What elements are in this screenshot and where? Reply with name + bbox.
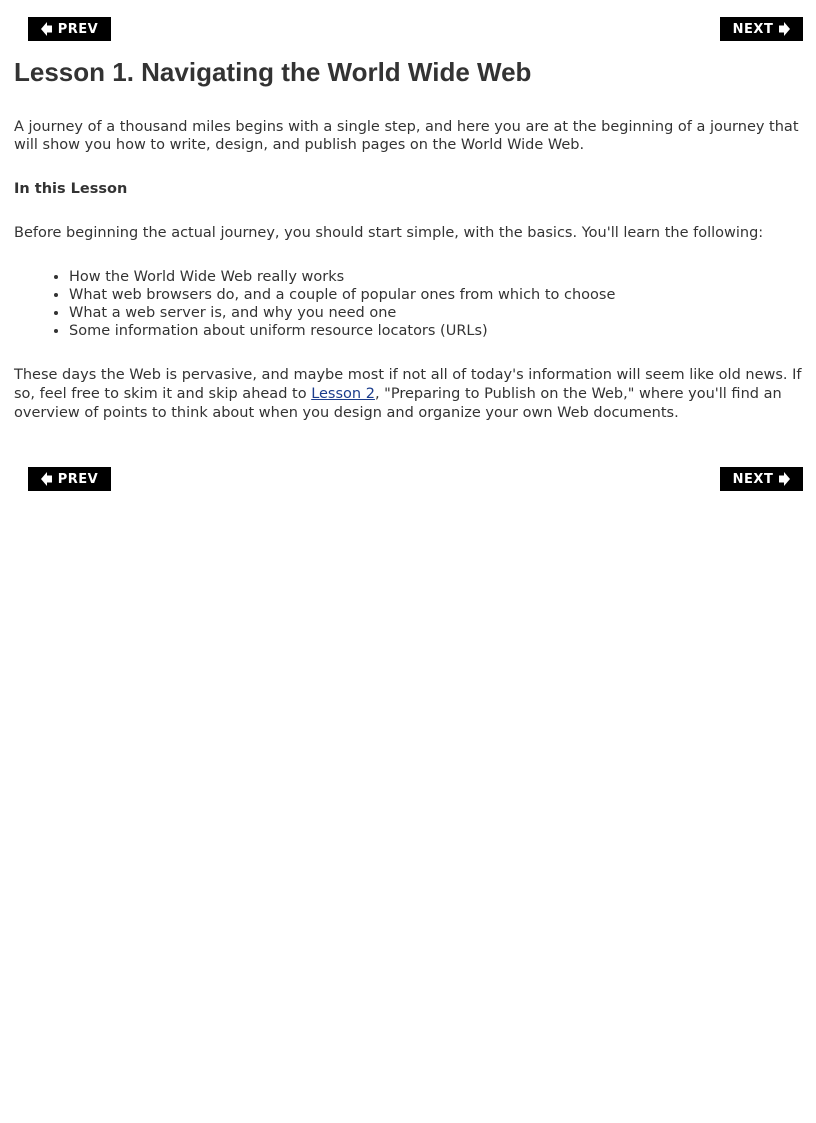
- closing-paragraph: [14, 366, 804, 423]
- lead-in-paragraph: Before beginning the actual journey, you should start simple, with the basics. You'll learn the following:: [14, 225, 764, 241]
- list-item: • What a web server is, and why you need one: [69, 304, 804, 322]
- closing-text-start: These days the Web is pervasive, and maybe most if not all of today's information will seem like old news. If so, feel free to skim it and skip ahead to: [14, 367, 802, 402]
- arrow-right-icon: [779, 472, 790, 486]
- topic-list: [14, 268, 804, 340]
- lesson-content: [14, 56, 804, 423]
- arrow-right-icon: [779, 22, 790, 36]
- list-item: • How the World Wide Web really works: [69, 268, 804, 286]
- next-label: NEXT: [732, 21, 774, 37]
- prev-label: PREV: [57, 471, 99, 487]
- list-item: • What web browsers do, and a couple of popular ones from which to choose: [69, 286, 804, 304]
- section-heading: In this Lesson: [14, 181, 128, 197]
- bottom-nav-bar: [28, 467, 803, 491]
- top-nav-bar: [28, 17, 803, 41]
- lesson-2-link[interactable]: Lesson 2: [311, 386, 375, 402]
- page-title: Lesson 1. Navigating the World Wide Web: [14, 57, 532, 87]
- prev-button-bottom[interactable]: [28, 467, 111, 491]
- arrow-left-icon: [41, 22, 52, 36]
- next-button-bottom[interactable]: [720, 467, 803, 491]
- list-item: • Some information about uniform resource locators (URLs): [69, 322, 804, 340]
- closing-text-end: , "Preparing to Publish on the Web," where you'll find an overview of points to think about when you design and organize your own Web documents.: [14, 386, 782, 421]
- arrow-left-icon: [41, 472, 52, 486]
- intro-paragraph: A journey of a thousand miles begins with a single step, and here you are at the beginning of a journey that will show you how to write, design, and publish pages on the World Wide Web.: [14, 119, 799, 153]
- next-button-top[interactable]: [720, 17, 803, 41]
- prev-label: PREV: [57, 21, 99, 37]
- next-label: NEXT: [732, 471, 774, 487]
- prev-button-top[interactable]: [28, 17, 111, 41]
